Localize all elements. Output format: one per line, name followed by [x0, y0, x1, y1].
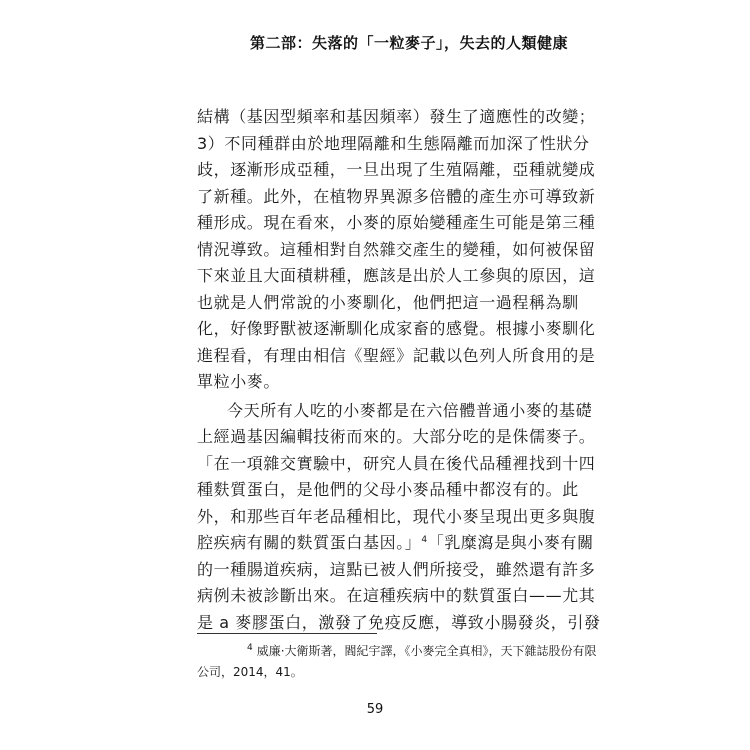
text-segment: 「乳糜瀉是與小麥有關 — [427, 533, 594, 552]
text-line: 歧，逐漸形成亞種，一旦出現了生殖隔離，亞種就變成 — [197, 160, 596, 179]
paragraph-1 — [197, 104, 596, 396]
footnote — [197, 641, 597, 683]
footnote-marker: 4 — [247, 643, 253, 653]
text-line: 情況導致。這種相對自然雜交產生的變種，如何被保留 — [197, 239, 596, 259]
text-line: 進程看，有理由相信《聖經》記載以色列人所食用的是 — [197, 345, 596, 365]
text-line: 種麩質蛋白，是他們的父母小麥品種中都沒有的。此 — [197, 480, 579, 499]
body-text — [197, 104, 601, 638]
footnote-line — [197, 641, 597, 662]
text-line: 3）不同種群由於地理隔離和生態隔離而加深了性狀分 — [197, 133, 590, 153]
footnote-divider — [197, 633, 377, 634]
text-line: 下來並且大面積耕種，應該是出於人工參與的原因，這 — [197, 266, 596, 285]
text-line: 化，好像野獸被逐漸馴化成家畜的感覺。根據小麥馴化 — [197, 319, 596, 338]
text-line: 結構（基因型頻率和基因頻率）發生了適應性的改變； — [197, 107, 596, 126]
text-line: 病例未被診斷出來。在這種疾病中的麩質蛋白——尤其 — [197, 586, 596, 605]
footnote-text: 威廉·大衛斯著，閻紀宇譯，《小麥完全真相》，天下雜誌股份有限 — [256, 644, 597, 658]
footnote-reference[interactable]: 4 — [421, 535, 428, 545]
text-line: 單粒小麥。 — [197, 372, 281, 391]
text-line: 的一種腸道疾病，這點已被人們所接受，雖然還有許多 — [197, 559, 596, 579]
text-line: 是 a 麥膠蛋白，激發了免疫反應，導致小腸發炎，引發 — [197, 612, 601, 632]
page-number: 59 — [366, 702, 384, 717]
text-segment: 腔疾病有關的麩質蛋白基因。」 — [197, 533, 422, 552]
text-line: 了新種。此外，在植物界異源多倍體的產生亦可導致新 — [197, 186, 596, 206]
text-line: 種形成。現在看來，小麥的原始變種產生可能是第三種 — [197, 213, 596, 232]
text-line: 外，和那些百年老品種相比，現代小麥呈現出更多與腹 — [197, 506, 596, 526]
text-line: 上經過基因編輯技術而來的。大部分吃的是侏儒麥子。 — [197, 427, 596, 446]
text-line: 今天所有人吃的小麥都是在六倍體普通小麥的基礎 — [227, 400, 593, 420]
paragraph-2 — [197, 398, 601, 637]
footnote-line: 公司，2014，41。 — [197, 665, 303, 679]
text-line: 也就是人們常說的小麥馴化，他們把這一過程稱為馴 — [197, 292, 579, 312]
text-line: 「在一項雜交實驗中，研究人員在後代品種裡找到十四 — [197, 453, 596, 473]
text-line-with-footnote-ref — [197, 530, 594, 557]
running-header: 第二部：失落的「一粒麥子」，失去的人類健康 — [249, 34, 568, 52]
